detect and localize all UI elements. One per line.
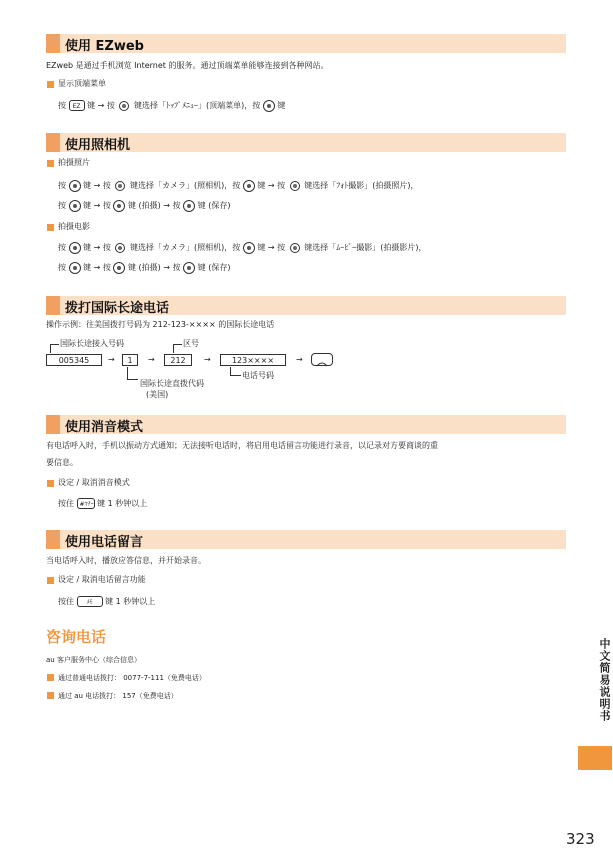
bullet-label: 拍摄照片 [58, 158, 90, 167]
center-key-icon [69, 242, 81, 254]
section-title: 拨打国际长途电话 [65, 301, 170, 316]
label-area-code: 区号 [183, 339, 199, 348]
bullet-square-icon [47, 480, 54, 487]
section-accent [46, 296, 60, 315]
arrow: → [108, 355, 115, 364]
arrow: → [148, 355, 155, 364]
bullet-square-icon [47, 160, 54, 167]
center-key-icon [113, 200, 125, 212]
photo-step-line1: 按 键 → 按 键选择「カメラ」(照相机)，按 键 → 按 键选择「ﾌｫﾄ撮影」(拍摄照片)， [58, 178, 418, 194]
section-header-camera [46, 133, 566, 152]
section-title: 使用消音模式 [65, 420, 144, 435]
label-access-code: 国际长途接入号码 [60, 339, 124, 348]
arrow: → [296, 355, 303, 364]
box-country-code: 1 [122, 354, 138, 366]
side-tab-marker [578, 746, 612, 770]
voicemail-step: 按住 ﾒﾓ 键 1 秒钟以上 [58, 597, 156, 606]
bullet-label: 拍摄电影 [58, 222, 90, 231]
center-key-icon [243, 180, 255, 192]
movie-step-line2: 按 键 → 按 键 (拍摄) → 按 键 (保存) [58, 263, 231, 272]
section-title: 使用照相机 [65, 138, 131, 153]
bullet-label: 设定 / 取消电话留言功能 [58, 575, 146, 584]
bullet-square-icon [47, 674, 54, 681]
contact-line-2: 通过 au 电话拨打： 157（免费电话） [58, 692, 178, 700]
box-access-code: 005345 [46, 354, 102, 366]
center-key-icon [243, 242, 255, 254]
voicemail-description: 当电话呼入时，播放应答信息，并开始录音。 [46, 556, 206, 565]
center-key-icon [69, 180, 81, 192]
contact-line-1: 通过普通电话拨打： 0077-7-111（免费电话） [58, 674, 206, 682]
box-phone-number: 123×××× [220, 354, 286, 366]
section-accent [46, 133, 60, 152]
section-accent [46, 530, 60, 549]
multi-nav-key-icon [288, 179, 302, 193]
multi-nav-key-icon [117, 99, 131, 113]
multi-nav-key-icon [113, 179, 127, 193]
center-key-icon [113, 262, 125, 274]
section-header-voicemail [46, 530, 566, 549]
bracket-line [50, 344, 59, 353]
section-accent [46, 34, 60, 53]
bullet-label: 显示顶端菜单 [58, 79, 106, 88]
ezweb-step: 按 EZ 键 → 按 键选择「ﾄｯﾌﾟﾒﾆｭｰ」(顶端菜单)，按 键 [58, 98, 285, 114]
center-key-icon [263, 100, 275, 112]
section-header-intl [46, 296, 566, 315]
center-key-icon [183, 200, 195, 212]
section-title: 使用电话留言 [65, 535, 144, 550]
silent-description-1: 有电话呼入时，手机以振动方式通知；无法接听电话时，将启用电话留言功能进行录音，以记录对方要商谈的重 [46, 441, 438, 450]
section-accent [46, 415, 60, 434]
label-country-name: (美国) [146, 390, 169, 399]
page-number: 323 [566, 830, 595, 848]
bracket-line [127, 367, 138, 380]
bracket-line [173, 344, 182, 353]
multi-nav-key-icon [113, 241, 127, 255]
center-key-icon [183, 262, 195, 274]
call-key-icon [311, 353, 333, 366]
contact-subtitle: au 客户服务中心（综合信息） [46, 656, 141, 664]
bullet-square-icon [47, 224, 54, 231]
intl-example: 操作示例：往美国拨打号码为 212-123-×××× 的国际长途电话 [46, 320, 275, 329]
ezweb-description: EZweb 是通过手机浏览 Internet 的服务。通过顶端菜单能够连接到各种网站。 [46, 61, 329, 70]
contact-title: 咨询电话 [46, 628, 107, 646]
center-key-icon [69, 262, 81, 274]
section-title: 使用 EZweb [65, 39, 144, 54]
side-tab-label: 中文简易说明书 [598, 638, 611, 722]
label-country-code: 国际长途直拨代码 [140, 379, 204, 388]
bullet-square-icon [47, 577, 54, 584]
bracket-line [230, 367, 241, 376]
multi-nav-key-icon [288, 241, 302, 255]
bullet-square-icon [47, 692, 54, 699]
section-header-ezweb [46, 34, 566, 53]
silent-step: 按住 #ﾏﾅｰ 键 1 秒钟以上 [58, 499, 148, 508]
memo-key-icon: ﾒﾓ [77, 596, 103, 607]
section-header-silent [46, 415, 566, 434]
movie-step-line1: 按 键 → 按 键选择「カメラ」(照相机)，按 键 → 按 键选择「ﾑｰﾋﾞｰ撮影」(拍摄影片)， [58, 240, 426, 256]
arrow: → [204, 355, 211, 364]
bullet-label: 设定 / 取消消音模式 [58, 478, 130, 487]
box-area-code: 212 [164, 354, 192, 366]
photo-step-line2: 按 键 → 按 键 (拍摄) → 按 键 (保存) [58, 201, 231, 210]
center-key-icon [69, 200, 81, 212]
silent-description-2: 要信息。 [46, 458, 78, 467]
bullet-square-icon [47, 81, 54, 88]
ez-key-icon: EZ [69, 100, 85, 111]
label-phone-number: 电话号码 [242, 371, 274, 380]
manner-key-icon: #ﾏﾅｰ [77, 498, 95, 509]
